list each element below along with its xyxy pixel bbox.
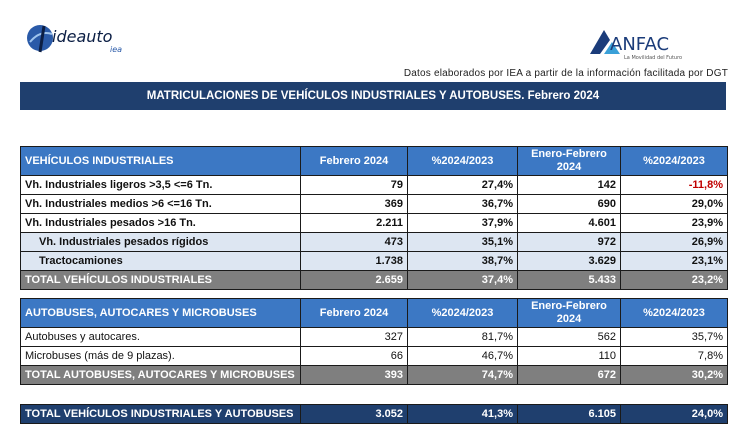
grand-total-row [21, 405, 728, 424]
cell-value: 473 [301, 233, 408, 252]
column-header: %2024/2023 [408, 299, 518, 328]
cell-value: 29,0% [621, 195, 728, 214]
total-value: 2.659 [301, 271, 408, 290]
column-header: Enero-Febrero 2024 [518, 147, 621, 176]
cell-value: 7,8% [621, 347, 728, 366]
total-value: 30,2% [621, 366, 728, 385]
anfac-logo-subtext: La Movilidad del Futuro [624, 55, 683, 61]
row-label: Vh. Industriales pesados >16 Tn. [21, 214, 301, 233]
row-label: Vh. Industriales ligeros >3,5 <=6 Tn. [21, 176, 301, 195]
cell-value: 27,4% [408, 176, 518, 195]
cell-value: 26,9% [621, 233, 728, 252]
cell-value: 35,1% [408, 233, 518, 252]
cell-value: 38,7% [408, 252, 518, 271]
total-value: 37,4% [408, 271, 518, 290]
table-row [21, 214, 728, 233]
cell-value: 66 [301, 347, 408, 366]
row-label: Microbuses (más de 9 plazas). [21, 347, 301, 366]
total-row [21, 271, 728, 290]
table-header-row [21, 147, 728, 176]
cell-value: 142 [518, 176, 621, 195]
ideauto-logo [26, 20, 136, 60]
column-header: VEHÍCULOS INDUSTRIALES [21, 147, 301, 176]
grand-total-value: 24,0% [621, 405, 728, 424]
row-label: Tractocamiones [21, 252, 301, 271]
total-value: 672 [518, 366, 621, 385]
grand-total-label: TOTAL VEHÍCULOS INDUSTRIALES Y AUTOBUSES [21, 405, 301, 424]
industrial-vehicles-table [20, 146, 728, 290]
cell-value: 36,7% [408, 195, 518, 214]
buses-table [20, 298, 728, 385]
row-label: Vh. Industriales pesados rígidos [21, 233, 301, 252]
cell-value: -11,8% [621, 176, 728, 195]
cell-value: 35,7% [621, 328, 728, 347]
total-value: 393 [301, 366, 408, 385]
column-header: Febrero 2024 [301, 147, 408, 176]
source-note: Datos elaborados por IEA a partir de la información facilitada por DGT [403, 68, 728, 79]
table-row [21, 233, 728, 252]
grand-total-value: 6.105 [518, 405, 621, 424]
table-header-row [21, 299, 728, 328]
grand-total-value: 41,3% [408, 405, 518, 424]
total-value: 74,7% [408, 366, 518, 385]
column-header: %2024/2023 [408, 147, 518, 176]
cell-value: 23,1% [621, 252, 728, 271]
total-row [21, 366, 728, 385]
cell-value: 369 [301, 195, 408, 214]
grand-total-value: 3.052 [301, 405, 408, 424]
cell-value: 327 [301, 328, 408, 347]
cell-value: 3.629 [518, 252, 621, 271]
cell-value: 2.211 [301, 214, 408, 233]
report-title: MATRICULACIONES DE VEHÍCULOS INDUSTRIALES Y AUTOBUSES. Febrero 2024 [20, 82, 726, 110]
total-value: 23,2% [621, 271, 728, 290]
total-label: TOTAL AUTOBUSES, AUTOCARES Y MICROBUSES [21, 366, 301, 385]
column-header: %2024/2023 [621, 299, 728, 328]
ideauto-logo-text: ideauto [52, 27, 113, 46]
cell-value: 110 [518, 347, 621, 366]
ideauto-logo-subtext: iea [110, 45, 123, 54]
cell-value: 690 [518, 195, 621, 214]
cell-value: 23,9% [621, 214, 728, 233]
grand-total-table [20, 404, 728, 424]
anfac-logo [586, 24, 706, 68]
table-row [21, 328, 728, 347]
cell-value: 46,7% [408, 347, 518, 366]
table-row [21, 176, 728, 195]
cell-value: 562 [518, 328, 621, 347]
table-row [21, 347, 728, 366]
cell-value: 37,9% [408, 214, 518, 233]
cell-value: 972 [518, 233, 621, 252]
column-header: %2024/2023 [621, 147, 728, 176]
table-row [21, 195, 728, 214]
total-label: TOTAL VEHÍCULOS INDUSTRIALES [21, 271, 301, 290]
cell-value: 1.738 [301, 252, 408, 271]
column-header: AUTOBUSES, AUTOCARES Y MICROBUSES [21, 299, 301, 328]
row-label: Autobuses y autocares. [21, 328, 301, 347]
column-header: Febrero 2024 [301, 299, 408, 328]
column-header: Enero-Febrero 2024 [518, 299, 621, 328]
row-label: Vh. Industriales medios >6 <=16 Tn. [21, 195, 301, 214]
cell-value: 81,7% [408, 328, 518, 347]
total-value: 5.433 [518, 271, 621, 290]
anfac-logo-text: ANFAC [610, 34, 670, 55]
cell-value: 79 [301, 176, 408, 195]
cell-value: 4.601 [518, 214, 621, 233]
table-row [21, 252, 728, 271]
